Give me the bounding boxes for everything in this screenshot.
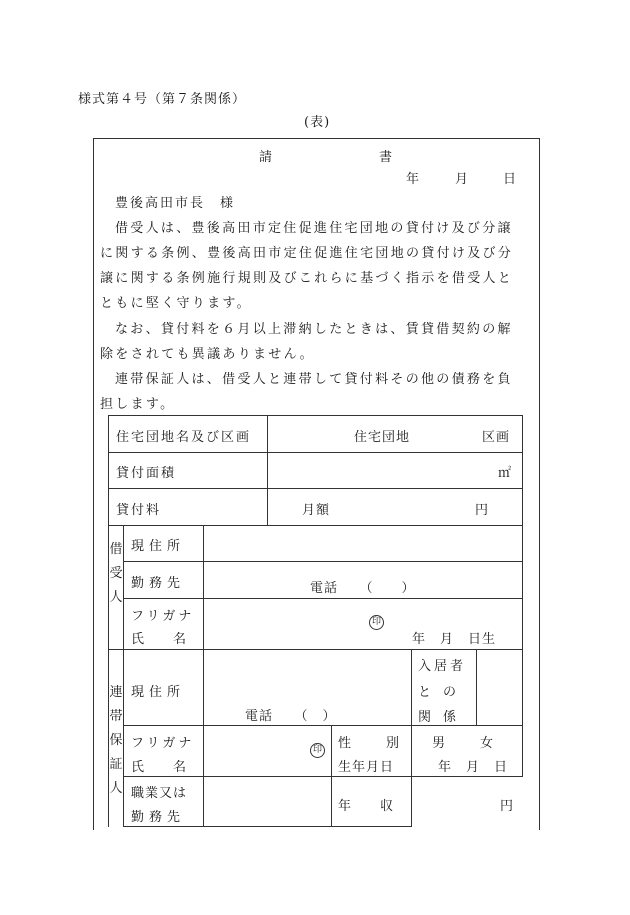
borrower-name-label: 氏 名 <box>131 632 188 647</box>
guarantor-name-label: 氏 名 <box>131 760 188 775</box>
document-title: 請 書 <box>259 150 395 165</box>
area-label: 貸付面積 <box>116 466 177 481</box>
guarantor-group-label: 連帯保証人 <box>109 685 123 796</box>
addressee: 豊後高田市長 様 <box>115 196 236 211</box>
borrower-work-label: 勤務先 <box>131 576 186 591</box>
paragraph-line: 譲に関する条例施行規則及びこれらに基づく指示を借受人と <box>100 271 514 286</box>
income-label: 年 収 <box>338 799 395 814</box>
borrower-birth: 年 月 日生 <box>412 632 497 647</box>
fee-unit: 円 <box>475 503 490 518</box>
guarantor-address-label: 現住所 <box>131 685 186 700</box>
dob-value: 年 月 日 <box>438 760 509 775</box>
land-label: 住宅団地名及び区画 <box>116 430 252 445</box>
borrower-furigana-label: フリガナ <box>131 609 195 624</box>
relation-label-1: 入居者 <box>418 659 467 674</box>
form-number: 様式第４号（第７条関係） <box>78 92 247 107</box>
job-label-1: 職業又は <box>131 786 188 801</box>
sex-value: 男 女 <box>432 736 497 751</box>
land-name-value: 住宅団地 <box>354 430 411 445</box>
borrower-seal: 印 <box>369 615 384 630</box>
guarantor-furigana-label: フリガナ <box>131 736 195 751</box>
paragraph-line: 借受人は、豊後高田市定住促進住宅団地の貸付け及び分譲 <box>115 221 513 236</box>
paragraph-line: 除をされても異議ありません。 <box>100 347 315 362</box>
date-year: 年 <box>406 172 421 187</box>
area-unit: ㎡ <box>498 466 513 481</box>
relation-label-3: 関係 <box>418 710 469 725</box>
date-month: 月 <box>455 172 470 187</box>
land-lot-value: 区画 <box>482 430 511 445</box>
fee-monthly: 月額 <box>302 503 331 518</box>
paragraph-line: 担します。 <box>100 397 176 412</box>
relation-label-2: との <box>418 685 469 700</box>
income-unit: 円 <box>500 799 515 814</box>
paragraph-line: 連帯保証人は、借受人と連帯して貸付料その他の債務を負 <box>115 372 513 387</box>
borrower-address-label: 現住所 <box>131 539 186 554</box>
borrower-group-label: 借受人 <box>109 542 123 605</box>
fee-label: 貸付料 <box>116 503 162 518</box>
paragraph-line: なお、貸付料を６月以上滞納したときは、賃貸借契約の解 <box>115 322 513 337</box>
paragraph-line: ともに堅く守ります。 <box>100 296 252 311</box>
date-day: 日 <box>503 172 518 187</box>
job-label-2: 勤務先 <box>131 810 186 825</box>
borrower-phone: 電話 （ ） <box>310 581 416 596</box>
paragraph-line: に関する条例、豊後高田市定住促進住宅団地の貸付け及び分 <box>100 246 514 261</box>
dob-label: 生年月日 <box>338 760 395 775</box>
guarantor-phone: 電話 （ ） <box>245 709 337 724</box>
sex-label: 性 別 <box>338 736 403 751</box>
side-label: (表) <box>304 115 331 130</box>
guarantor-seal: 印 <box>310 743 325 758</box>
